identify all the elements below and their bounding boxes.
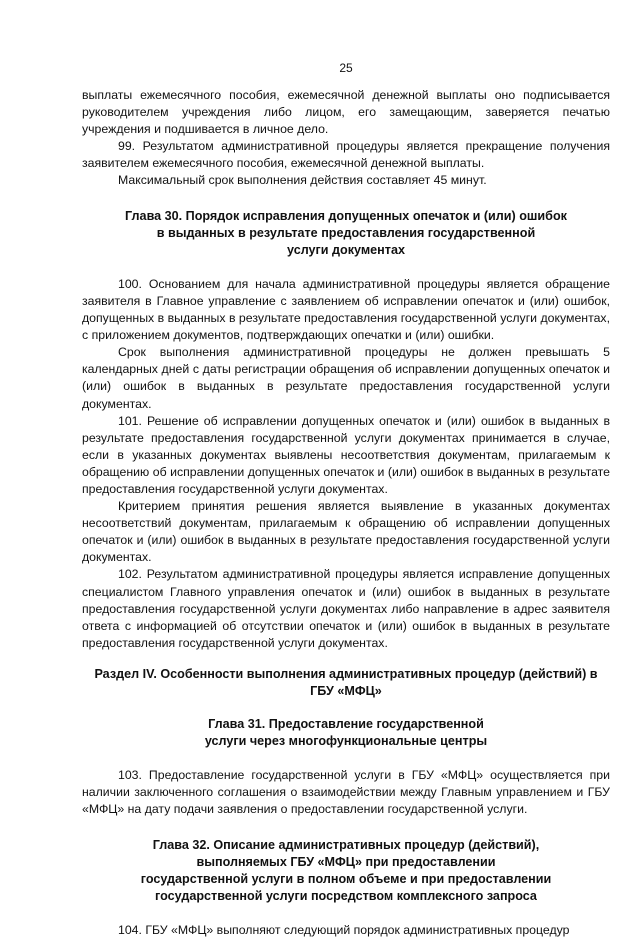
heading-line: государственной услуги посредством комплексного запроса [155,888,537,903]
page-number: 25 [339,61,353,75]
paragraph-102: 102. Результатом административной процедуры является исправление допущенных специалистом Главного управления опечаток и (или) ошибок в выданных в результате предоставления государственной услуги документах либо направление в адрес заявителя ответа с информацией об отсутствии опечаток и (или) ошибок в выданных в результате предоставления государственной услуги документах. [82,567,610,650]
heading-line: услуги документах [287,242,405,257]
heading-line: государственной услуги в полном объеме и при предоставлении [140,871,552,886]
heading-line: ГБУ «МФЦ» [310,684,382,698]
heading-line: Раздел IV. Особенности выполнения административных процедур (действий) в [94,666,598,681]
paragraph-continued: выплаты ежемесячного пособия, ежемесячной денежной выплаты оно подписывается руководителем учреждения либо лицом, его замещающим, заверяется печатью учреждения и подшивается в личное дело. [82,88,610,137]
paragraph-100: 100. Основанием для начала административной процедуры является обращение заявителя в Главное управление с заявлением об исправлении опечаток и (или) ошибок, допущенных в выданных в результате предоставления государственной услуги документах, с приложением документов, подтверждающих опечатки и (или) ошибки. [82,276,610,343]
paragraph-101-criterion: Критерием принятия решения является выявление в указанных документах несоответствий документам, прилагаемым к обращению об исправлении допущенных опечаток и (или) ошибок в выданных в результате предоставления государственной услуги документах. [82,499,610,565]
paragraph-104: 104. ГБУ «МФЦ» выполняют следующий порядок административных процедур [118,922,570,937]
section-4-heading [82,666,610,700]
chapter-30-heading [82,208,610,259]
paragraph-99: 99. Результатом административной процедуры является прекращение получения заявителем ежемесячного пособия, ежемесячной денежной выплаты. [82,139,610,171]
heading-line: в выданных в результате предоставления государственной [156,225,536,240]
paragraph-max-duration: Максимальный срок выполнения действия составляет 45 минут. [118,173,487,188]
heading-line: выполняемых ГБУ «МФЦ» при предоставлении [196,854,496,869]
heading-line: Глава 31. Предоставление государственной [208,717,484,732]
paragraph-100-deadline: Срок выполнения административной процедуры не должен превышать 5 календарных дней с даты регистрации обращения об исправлении допущенных опечаток и (или) ошибок в выданных в результате предоставления государственной услуги документах. [82,345,610,411]
chapter-31-heading [82,716,610,750]
chapter-32-heading [82,837,610,905]
heading-line: Глава 30. Порядок исправления допущенных опечаток и (или) ошибок [125,208,567,223]
heading-line: услуги через многофункциональные центры [204,734,488,749]
paragraph-103: 103. Предоставление государственной услуги в ГБУ «МФЦ» осуществляется при наличии заключенного соглашения о взаимодействии между Главным управлением и ГБУ «МФЦ» на дату подачи заявления о предоставлении государственной услуги. [82,768,610,817]
heading-line: Глава 32. Описание административных процедур (действий), [152,837,540,852]
paragraph-101: 101. Решение об исправлении допущенных опечаток и (или) ошибок в выданных в результате предоставления государственной услуги документах принимается в случае, если в указанных документах выявлены несоответствия документам, прилагаемым к обращению об исправлении допущенных опечаток и (или) ошибок в выданных в результате предоставления государственной услуги документах. [82,413,610,496]
